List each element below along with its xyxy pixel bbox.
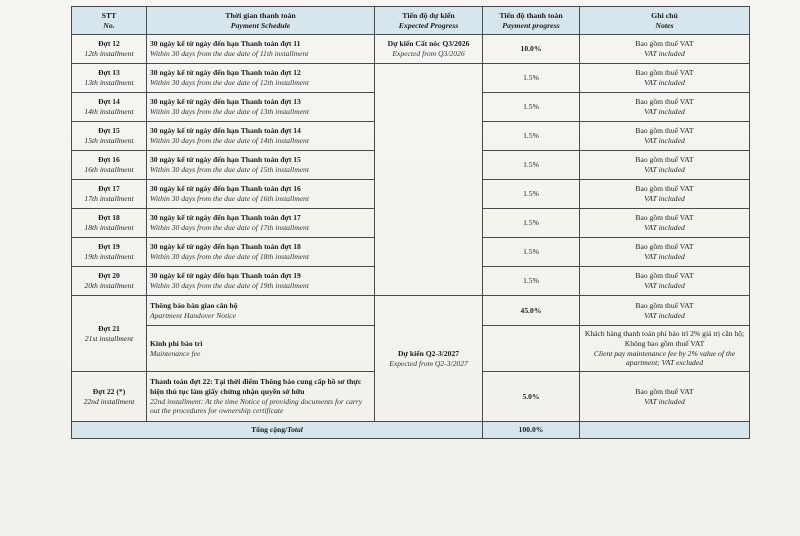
schedule-cell: 30 ngày kể từ ngày đến hạn Thanh toán đợt 17 Within 30 days from the due date of 17th installment — [147, 209, 375, 238]
installment-no: Đợt 19 19th installment — [72, 238, 147, 267]
schedule-cell: Thanh toán đợt 22: Tại thời điểm Thông báo cung cấp hồ sơ thực hiện thủ tục làm giấy chứng nhận quyền sở hữu 22nd installment: At the time Notice of providing documents for carry out the procedures for ownership certificate — [147, 372, 375, 422]
payment-percent: 1.5% — [483, 180, 580, 209]
installment-no: Đợt 20 20th installment — [72, 267, 147, 296]
installment-no: Đợt 22 (*) 22nd installment — [72, 372, 147, 422]
header-expected: Tiến độ dự kiến Expected Progress — [375, 7, 483, 35]
installment-no: Đợt 17 17th installment — [72, 180, 147, 209]
payment-percent: 1.5% — [483, 238, 580, 267]
table-row — [72, 296, 750, 326]
installment-no: Đợt 14 14th installment — [72, 93, 147, 122]
header-stt: STT No. — [72, 7, 147, 35]
note-cell: Bao gồm thuế VAT VAT included — [580, 122, 750, 151]
payment-percent: 5.0% — [483, 372, 580, 422]
header-notes: Ghi chú Notes — [580, 7, 750, 35]
schedule-cell: 30 ngày kể từ ngày đến hạn Thanh toán đợt 16 Within 30 days from the due date of 16th installment — [147, 180, 375, 209]
note-cell: Bao gồm thuế VAT VAT included — [580, 35, 750, 64]
expected-progress-empty — [375, 64, 483, 296]
payment-schedule-table — [71, 6, 750, 439]
note-cell: Bao gồm thuế VAT VAT included — [580, 296, 750, 326]
note-cell: Bao gồm thuế VAT VAT included — [580, 372, 750, 422]
schedule-cell: 30 ngày kể từ ngày đến hạn Thanh toán đợt 15 Within 30 days from the due date of 15th installment — [147, 151, 375, 180]
payment-percent: 10.0% — [483, 35, 580, 64]
installment-no: Đợt 13 13th installment — [72, 64, 147, 93]
table-header-row — [72, 7, 750, 35]
note-cell: Bao gồm thuế VAT VAT included — [580, 267, 750, 296]
header-payment: Tiến độ thanh toán Payment progress — [483, 7, 580, 35]
payment-percent: 1.5% — [483, 209, 580, 238]
payment-percent: 1.5% — [483, 151, 580, 180]
note-cell: Bao gồm thuế VAT VAT included — [580, 209, 750, 238]
payment-percent-empty — [483, 326, 580, 372]
note-cell: Bao gồm thuế VAT VAT included — [580, 93, 750, 122]
total-value: 100.0% — [483, 422, 580, 439]
schedule-cell: 30 ngày kể từ ngày đến hạn Thanh toán đợt 18 Within 30 days from the due date of 18th installment — [147, 238, 375, 267]
installment-no: Đợt 21 21st installment — [72, 296, 147, 372]
note-cell: Bao gồm thuế VAT VAT included — [580, 238, 750, 267]
handover-cell: Thông báo bàn giao căn hộ Apartment Handover Notice — [147, 296, 375, 326]
note-cell: Bao gồm thuế VAT VAT included — [580, 151, 750, 180]
total-row — [72, 422, 750, 439]
payment-percent: 45.0% — [483, 296, 580, 326]
total-note-empty — [580, 422, 750, 439]
expected-progress-q2: Dự kiến Q2-3/2027 Expected from Q2-3/2027 — [375, 296, 483, 422]
note-cell: Bao gồm thuế VAT VAT included — [580, 180, 750, 209]
payment-percent: 1.5% — [483, 267, 580, 296]
installment-no: Đợt 15 15th installment — [72, 122, 147, 151]
maintenance-fee-cell: Kinh phí bảo trì Maintenance fee — [147, 326, 375, 372]
payment-percent: 1.5% — [483, 93, 580, 122]
table-row — [72, 35, 750, 64]
schedule-cell: 30 ngày kể từ ngày đến hạn Thanh toán đợt 19 Within 30 days from the due date of 19th installment — [147, 267, 375, 296]
schedule-cell: 30 ngày kể từ ngày đến hạn Thanh toán đợt 14 Within 30 days from the due date of 14th installment — [147, 122, 375, 151]
installment-no: Đợt 16 16th installment — [72, 151, 147, 180]
installment-no: Đợt 12 12th installment — [72, 35, 147, 64]
schedule-cell: 30 ngày kể từ ngày đến hạn Thanh toán đợt 13 Within 30 days from the due date of 13th installment — [147, 93, 375, 122]
payment-percent: 1.5% — [483, 122, 580, 151]
table-row — [72, 64, 750, 93]
note-cell: Khách hàng thanh toán phí bảo trì 2% giá trị căn hộ; Không bao gồm thuế VAT Client pay maintenance fee by 2% value of the apartment; VAT excluded — [580, 326, 750, 372]
header-schedule: Thời gian thanh toán Payment Schedule — [147, 7, 375, 35]
expected-progress-q3: Dự kiến Cất nóc Q3/2026 Expected from Q3/2026 — [375, 35, 483, 64]
schedule-cell: 30 ngày kể từ ngày đến hạn Thanh toán đợt 11 Within 30 days from the due date of 11th installment — [147, 35, 375, 64]
total-label: Tổng cộng/Total — [72, 422, 483, 439]
schedule-cell: 30 ngày kể từ ngày đến hạn Thanh toán đợt 12 Within 30 days from the due date of 12th installment — [147, 64, 375, 93]
installment-no: Đợt 18 18th installment — [72, 209, 147, 238]
payment-percent: 1.5% — [483, 64, 580, 93]
note-cell: Bao gồm thuế VAT VAT included — [580, 64, 750, 93]
